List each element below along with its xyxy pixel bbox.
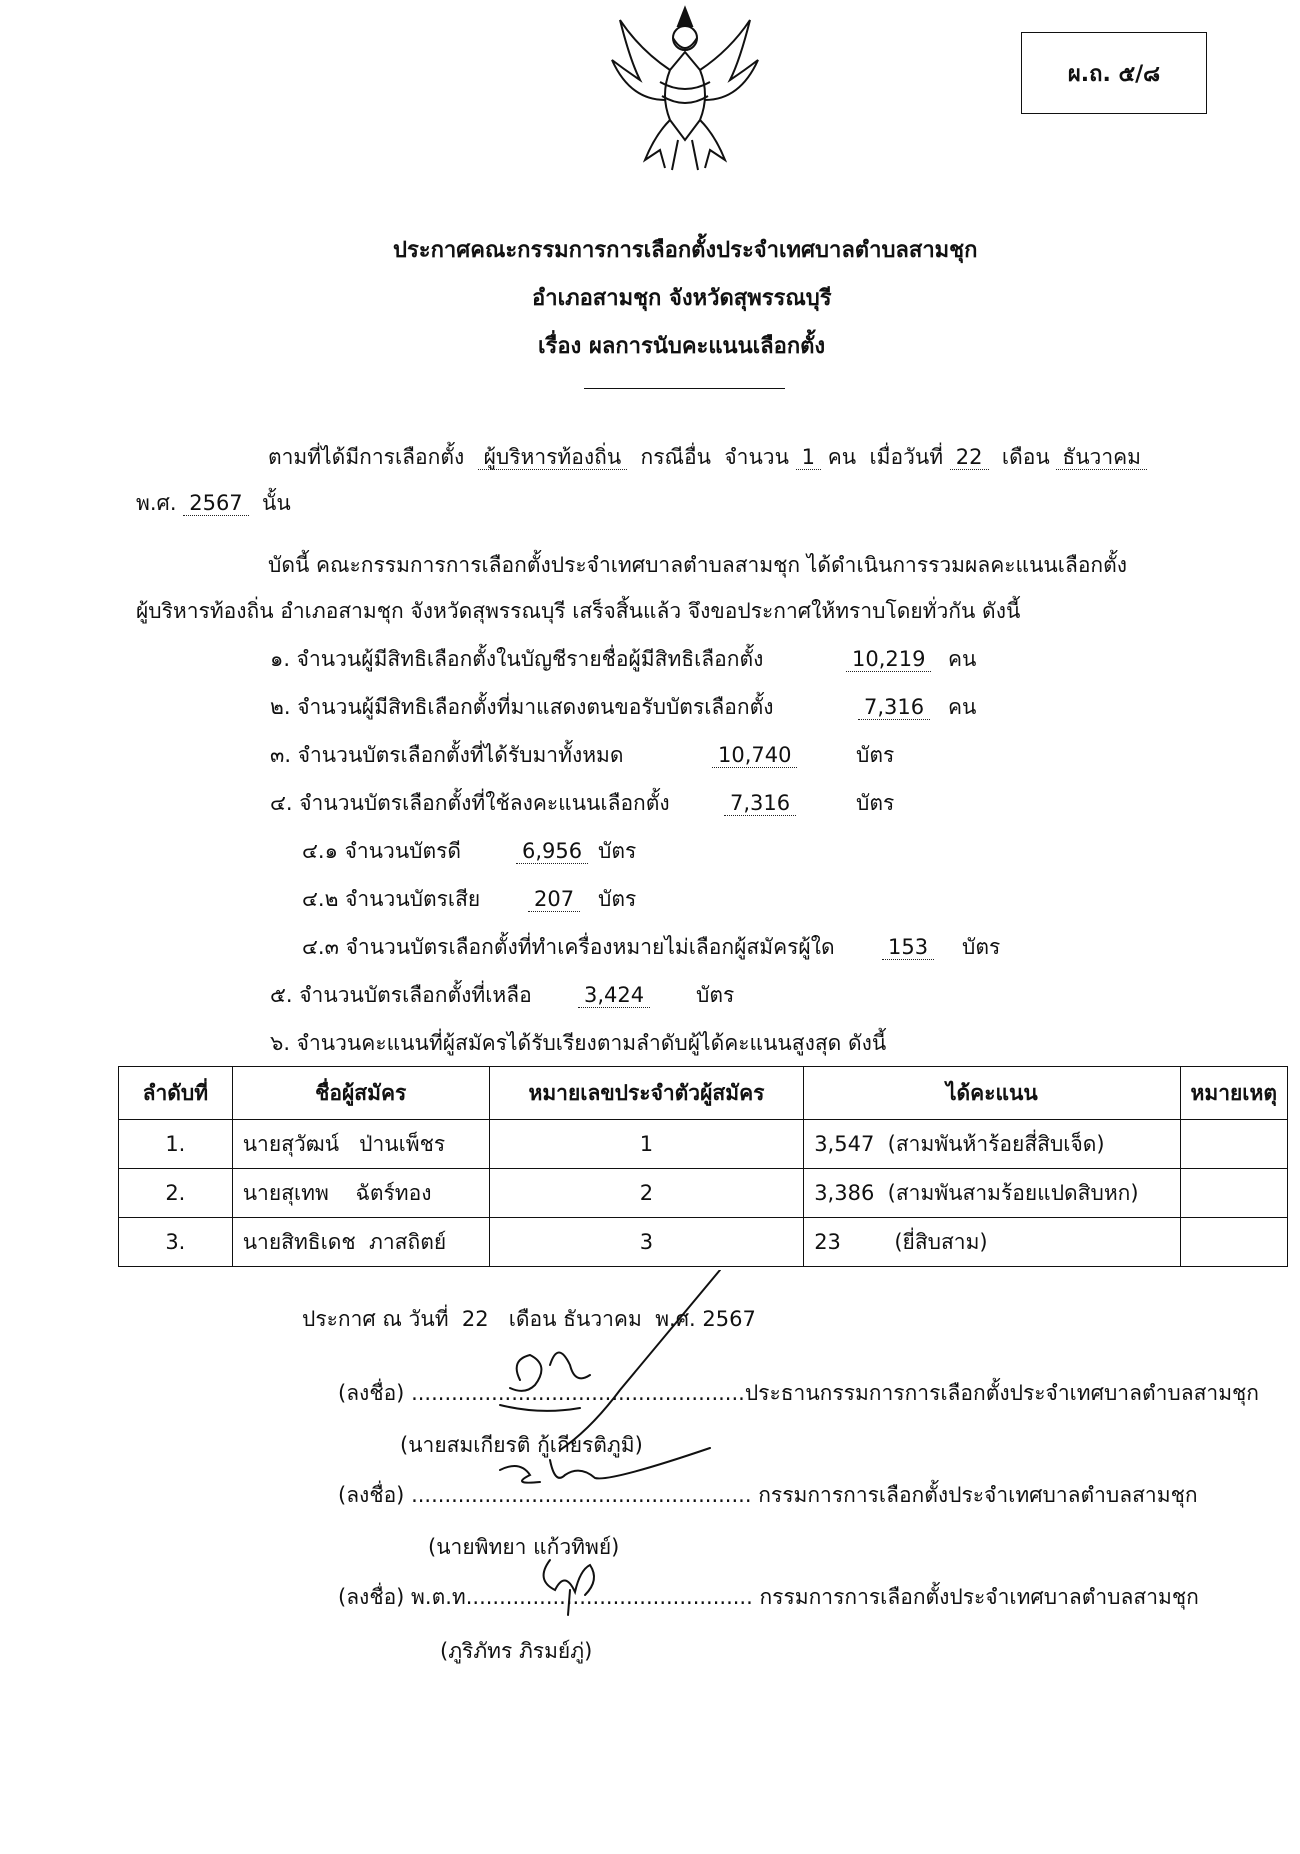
para2-line1: บัดนี้ คณะกรรมการการเลือกตั้งประจำเทศบาลตำบลสามชุก ได้ดำเนินการรวมผลคะแนนเลือกตั้ง xyxy=(268,553,1128,577)
title-line-1: ประกาศคณะกรรมการการเลือกตั้งประจำเทศบาลตำบลสามชุก xyxy=(393,238,978,263)
item-6-label: ๖. จำนวนคะแนนที่ผู้สมัครได้รับเรียงตามลำดับผู้ได้คะแนนสูงสุด ดังนี้ xyxy=(270,1031,887,1055)
cell-votes: 23 (ยี่สิบสาม) xyxy=(804,1218,1180,1267)
para1-line1: ตามที่ได้มีการเลือกตั้ง ผู้บริหารท้องถิ่น กรณีอื่น จำนวน 1 คน เมื่อวันที่ 22 เดือน ธันวาคม xyxy=(268,442,1147,472)
title-line-3: เรื่อง ผลการนับคะแนนเลือกตั้ง xyxy=(538,334,826,359)
item-4-2-label: ๔.๒ จำนวนบัตรเสีย xyxy=(302,887,481,911)
item-5-unit: บัตร xyxy=(696,983,735,1007)
item-3-label: ๓. จำนวนบัตรเลือกตั้งที่ได้รับมาทั้งหมด xyxy=(270,743,624,767)
announce-date: ประกาศ ณ วันที่ 22 เดือน ธันวาคม พ.ศ. 2567 xyxy=(302,1307,756,1331)
item-4-1-unit: บัตร xyxy=(598,839,637,863)
item-5-label: ๕. จำนวนบัตรเลือกตั้งที่เหลือ xyxy=(270,983,532,1007)
garuda-emblem-icon xyxy=(600,0,770,180)
header-votes: ได้คะแนน xyxy=(804,1067,1180,1120)
cell-votes: 3,547 (สามพันห้าร้อยสี่สิบเจ็ด) xyxy=(804,1120,1180,1169)
header-order: ลำดับที่ xyxy=(119,1067,233,1120)
table-row xyxy=(119,1169,1288,1218)
signer-name-3: (ภูริภัทร ภิรมย์ภู่) xyxy=(440,1639,593,1663)
form-code-box xyxy=(1021,32,1207,114)
header-candidate-number: หมายเลขประจำตัวผู้สมัคร xyxy=(489,1067,803,1120)
handwritten-signatures xyxy=(440,1270,820,1640)
item-2-label: ๒. จำนวนผู้มีสิทธิเลือกตั้งที่มาแสดงตนขอรับบัตรเลือกตั้ง xyxy=(270,695,774,719)
item-1-label: ๑. จำนวนผู้มีสิทธิเลือกตั้งในบัญชีรายชื่อผู้มีสิทธิเลือกตั้ง xyxy=(270,647,764,671)
item-4-3-label: ๔.๓ จำนวนบัตรเลือกตั้งที่ทำเครื่องหมายไม่เลือกผู้สมัครผู้ใด xyxy=(302,935,835,959)
cell-number: 1 xyxy=(489,1120,803,1169)
cell-order: 1. xyxy=(119,1120,233,1169)
item-3-unit: บัตร xyxy=(856,743,895,767)
item-4-2-unit: บัตร xyxy=(598,887,637,911)
cell-name: นายสุเทพ ฉัตร์ทอง xyxy=(232,1169,489,1218)
title-line-2: อำเภอสามชุก จังหวัดสุพรรณบุรี xyxy=(532,286,832,311)
header-name: ชื่อผู้สมัคร xyxy=(232,1067,489,1120)
cell-name: นายสุวัฒน์ ป่านเพ็ชร xyxy=(232,1120,489,1169)
item-1-unit: คน xyxy=(948,647,977,671)
title-divider xyxy=(584,388,785,389)
para2-line2: ผู้บริหารท้องถิ่น อำเภอสามชุก จังหวัดสุพรรณบุรี เสร็จสิ้นแล้ว จึงขอประกาศให้ทราบโดยทั่วกัน ดังนี้ xyxy=(136,599,1021,623)
item-4-2-value: 207 xyxy=(528,887,580,912)
signer-name-2: (นายพิทยา แก้วทิพย์) xyxy=(428,1535,620,1559)
signature-2-strokes xyxy=(500,1448,710,1483)
item-1-value: 10,219 xyxy=(846,647,931,672)
header-remarks: หมายเหตุ xyxy=(1180,1067,1288,1120)
item-4-value: 7,316 xyxy=(724,791,796,816)
seat-count: 1 xyxy=(796,445,821,470)
cell-remarks xyxy=(1180,1120,1288,1169)
election-position: ผู้บริหารท้องถิ่น xyxy=(478,445,628,470)
item-3-value: 10,740 xyxy=(712,743,797,768)
cell-votes: 3,386 (สามพันสามร้อยแปดสิบหก) xyxy=(804,1169,1180,1218)
table-row xyxy=(119,1218,1288,1267)
table-header-row xyxy=(119,1067,1288,1120)
item-2-unit: คน xyxy=(948,695,977,719)
election-year: 2567 xyxy=(183,491,248,516)
item-4-1-value: 6,956 xyxy=(516,839,588,864)
para1-line2: พ.ศ. 2567 นั้น xyxy=(136,491,291,515)
cell-order: 2. xyxy=(119,1169,233,1218)
signature-1-strokes xyxy=(500,1353,590,1411)
signature-line-1: (ลงชื่อ) ..................................................ประธานกรรมการการเลือกตั้งประจำเทศบาลตำบลสามชุก xyxy=(338,1381,1260,1405)
signature-line-2: (ลงชื่อ) ................................................... กรรมการการเลือกตั้งประจำเทศบาลตำบลสามชุก xyxy=(338,1483,1198,1507)
signer-name-1: (นายสมเกียรติ กู้เกียรติภูมิ) xyxy=(400,1433,643,1457)
cell-number: 2 xyxy=(489,1169,803,1218)
results-table xyxy=(118,1066,1288,1267)
cell-number: 3 xyxy=(489,1218,803,1267)
item-4-label: ๔. จำนวนบัตรเลือกตั้งที่ใช้ลงคะแนนเลือกตั้ง xyxy=(270,791,670,815)
item-5-value: 3,424 xyxy=(578,983,650,1008)
signature-line-3: (ลงชื่อ) พ.ต.ท........................................... กรรมการการเลือกตั้งประจำเทศบาลตำบลสามชุก xyxy=(338,1585,1199,1609)
signature-stroke-long xyxy=(560,1270,720,1450)
cell-order: 3. xyxy=(119,1218,233,1267)
election-day: 22 xyxy=(950,445,989,470)
table-row xyxy=(119,1120,1288,1169)
signature-3-strokes xyxy=(544,1560,594,1615)
item-4-3-unit: บัตร xyxy=(962,935,1001,959)
cell-name: นายสิทธิเดช ภาสถิตย์ xyxy=(232,1218,489,1267)
item-4-3-value: 153 xyxy=(882,935,934,960)
election-month: ธันวาคม xyxy=(1056,445,1147,470)
item-4-1-label: ๔.๑ จำนวนบัตรดี xyxy=(302,839,462,863)
item-4-unit: บัตร xyxy=(856,791,895,815)
form-code: ผ.ถ. ๕/๘ xyxy=(1067,61,1161,87)
item-2-value: 7,316 xyxy=(858,695,930,720)
cell-remarks xyxy=(1180,1169,1288,1218)
cell-remarks xyxy=(1180,1218,1288,1267)
